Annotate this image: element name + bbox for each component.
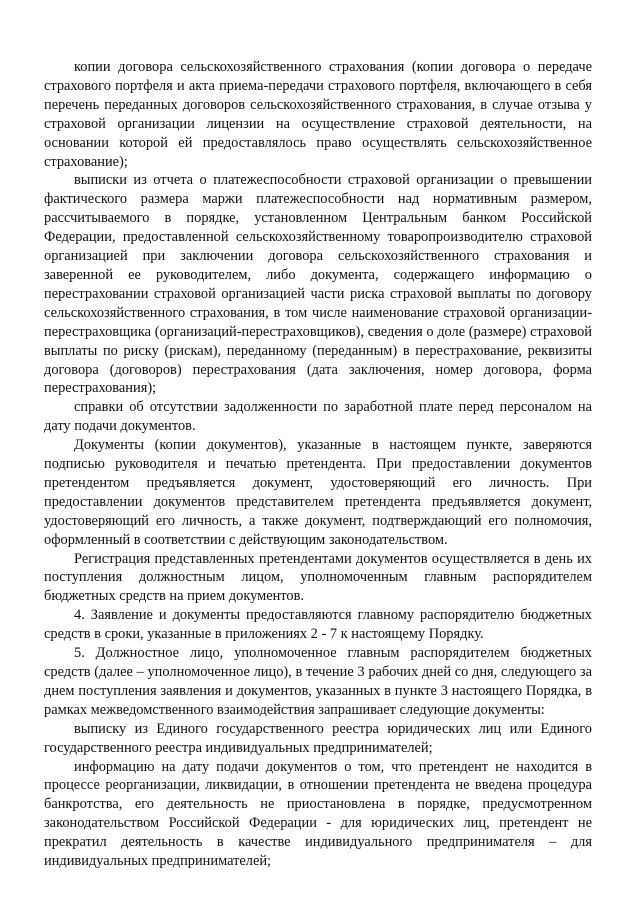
- paragraph: выписку из Единого государственного реестра юридических лиц или Единого государственного реестра индивидуальных предпринимателей;: [44, 720, 592, 756]
- paragraph: информацию на дату подачи документов о том, что претендент не находится в процессе реорганизации, ликвидации, в отношении претендента не введена процедура банкротства, его деятельность не приостановлена в порядке, предусмотренном законодательством Российской Федерации - для юридических лиц, претендент не прекратил деятельность в качестве индивидуального предпринимателя – для индивидуальных предпринимателей;: [44, 758, 592, 870]
- paragraph: Документы (копии документов), указанные в настоящем пункте, заверяются подписью руководителя и печатью претендента. При предоставлении документов претендентом предъявляется документ, удостоверяющий его личность. При предоставлении документов представителем претендента предъявляется документ, удостоверяющий его личность, а также документ, подтверждающий его полномочия, оформленный в соответствии с действующим законодательством.: [44, 437, 592, 548]
- paragraph: Регистрация представленных претендентами документов осуществляется в день их поступления должностным лицом, уполномоченным главным распорядителем бюджетных средств на прием документов.: [44, 550, 592, 605]
- paragraph: выписки из отчета о платежеспособности страховой организации о превышении фактического размера маржи платежеспособности над нормативным размером, рассчитываемого в порядке, установленном Центральным банком Российской Федерации, предоставленной сельскохозяйственному товаропроизводителю страховой организацией при заключении договора сельскохозяйственного страхования и заверенной ее руководителем, либо документа, содержащего информацию о перестраховании страховой организацией части риска страховой выплаты по договору сельскохозяйственного страхования, в том числе наименование страховой организации-перестраховщика (организаций-перестраховщиков), сведения о доле (размере) страховой выплаты по риску (рискам), переданному (переданным) в перестрахование, реквизиты договора (договоров) перестрахования (дата заключения, номер договора, форма перестрахования);: [44, 172, 592, 397]
- paragraph: 4. Заявление и документы предоставляются главному распорядителю бюджетных средств в сроки, указанные в приложениях 2 - 7 к настоящему Порядку.: [44, 607, 592, 643]
- paragraph: справки об отсутствии задолженности по заработной плате перед персоналом на дату подачи документов.: [44, 399, 592, 435]
- paragraph: копии договора сельскохозяйственного страхования (копии договора о передаче страхового портфеля и акта приема-передачи страхового портфеля, включающего в себя перечень переданных договоров сельскохозяйственного страхования, в случае отзыва у страховой организации лицензии на осуществление страховой деятельности, на основании которой ей предоставлялось право осуществлять сельскохозяйственное страхование);: [44, 59, 592, 170]
- paragraph: 5. Должностное лицо, уполномоченное главным распорядителем бюджетных средств (далее – уполномоченное лицо), в течение 3 рабочих дней со дня, следующего за днем поступления заявления и документов, указанных в пункте 3 настоящего Порядка, в рамках межведомственного взаимодействия запрашивает следующие документы:: [44, 645, 592, 718]
